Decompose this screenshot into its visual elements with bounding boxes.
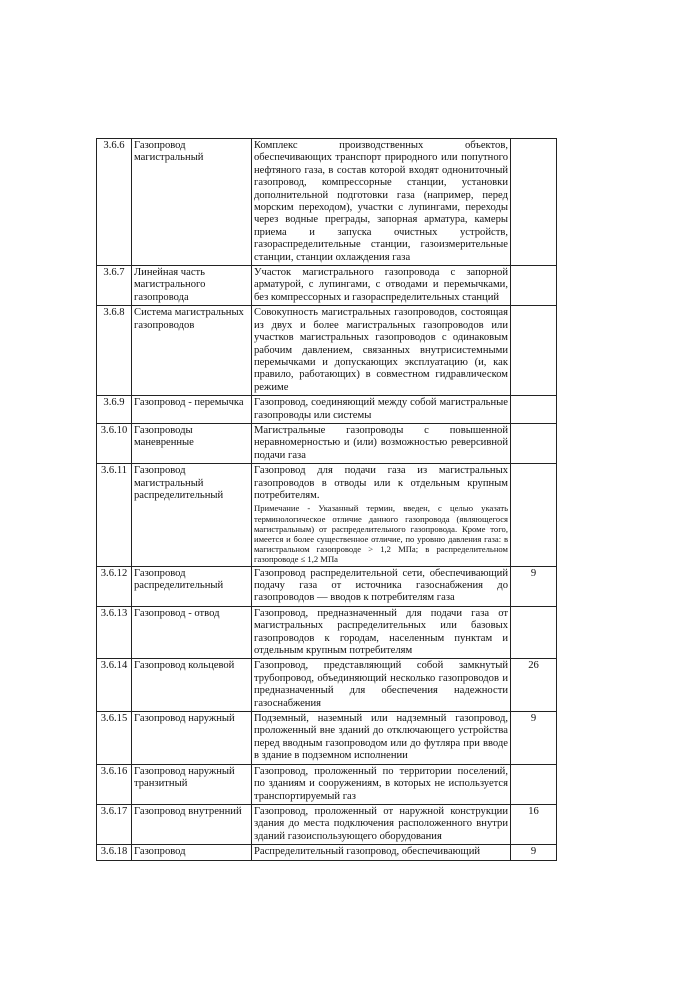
source-reference — [511, 464, 557, 566]
source-reference — [511, 266, 557, 306]
term-definition-cell — [252, 804, 511, 844]
term-number: 3.6.12 — [97, 566, 132, 606]
source-reference — [511, 139, 557, 266]
term-name: Газопроводы маневренные — [132, 423, 252, 463]
term-definition: Газопровод, представляющий собой замкнутый трубопровод, объединяющий несколько газопроводов и предназначенный для обеспечения надежности газоснабжения — [254, 660, 508, 709]
term-definition-cell — [252, 139, 511, 266]
terms-table-body — [97, 139, 557, 861]
term-definition: Газопровод, проложенный от наружной конструкции здания до места подключения расположенного внутри зданий газоиспользующего оборудования — [254, 805, 508, 842]
term-definition-cell — [252, 659, 511, 712]
term-number: 3.6.11 — [97, 464, 132, 566]
table-row — [97, 764, 557, 804]
term-name: Газопровод - отвод — [132, 606, 252, 659]
term-definition: Совокупность магистральных газопроводов, состоящая из двух и более магистральных газопроводов или участков магистральных газопроводов с одинаковым рабочим давлением, связанных внутрисистемными перемычками и допускающих эксплуатацию (и, как правило, работающих) в совместном гидравлическом режиме — [254, 307, 508, 393]
term-number: 3.6.18 — [97, 845, 132, 860]
term-number: 3.6.8 — [97, 306, 132, 396]
source-reference: 9 — [511, 566, 557, 606]
term-definition: Распределительный газопровод, обеспечивающий — [254, 846, 481, 858]
table-row — [97, 804, 557, 844]
term-definition: Газопровод, соединяющий между собой магистральные газопроводы или системы — [254, 397, 508, 421]
term-definition-cell — [252, 464, 511, 566]
term-number: 3.6.15 — [97, 712, 132, 765]
term-number: 3.6.9 — [97, 396, 132, 424]
source-reference — [511, 423, 557, 463]
term-number: 3.6.10 — [97, 423, 132, 463]
term-definition-cell — [252, 712, 511, 765]
table-row — [97, 712, 557, 765]
term-definition: Газопровод для подачи газа из магистральных газопроводов в отводы или к отдельным крупным потребителям. — [254, 465, 508, 501]
term-definition-cell — [252, 764, 511, 804]
term-number: 3.6.14 — [97, 659, 132, 712]
term-definition: Подземный, наземный или надземный газопровод, проложенный вне зданий до отключающего устройства перед вводным газопроводом или до футляра при вводе в здание в подземном исполнении — [254, 713, 508, 762]
term-name: Газопровод распределительный — [132, 566, 252, 606]
source-reference — [511, 306, 557, 396]
source-reference — [511, 764, 557, 804]
table-row — [97, 139, 557, 266]
term-definition: Газопровод распределительной сети, обеспечивающий подачу газа от источника газоснабжения до газопроводов — вводов к потребителям газа — [254, 567, 508, 604]
term-definition: Газопровод, проложенный по территории поселений, по зданиям и сооружениям, в которых не используется транспортируемый газ — [254, 765, 508, 802]
term-name: Система магистральных газопроводов — [132, 306, 252, 396]
term-definition-cell — [252, 845, 511, 860]
table-row — [97, 659, 557, 712]
source-reference: 26 — [511, 659, 557, 712]
table-row — [97, 566, 557, 606]
term-definition: Участок магистрального газопровода с запорной арматурой, с лупингами, с отводами и перемычками, без компрессорных и газораспределительных станций — [254, 267, 508, 303]
source-reference: 9 — [511, 712, 557, 765]
term-note: Примечание - Указанный термин, введен, с целью указать терминологическое отличие данного газопровода (являющегося магистральным) от распределительного газопровода. Кроме того, имеется и более существенное отличие, по уровню давления газа: в магистральном газопроводе > 1,2 МПа; в распределительном газопроводе ≤ 1,2 МПа — [254, 503, 508, 565]
term-definition-cell — [252, 396, 511, 424]
term-definition-cell — [252, 266, 511, 306]
table-row — [97, 396, 557, 424]
term-name: Газопровод — [132, 845, 252, 860]
term-name: Линейная часть магистрального газопровода — [132, 266, 252, 306]
term-name: Газопровод кольцевой — [132, 659, 252, 712]
term-number: 3.6.7 — [97, 266, 132, 306]
table-row — [97, 306, 557, 396]
term-name: Газопровод магистральный — [132, 139, 252, 266]
table-row — [97, 464, 557, 566]
table-row — [97, 845, 557, 860]
table-row — [97, 423, 557, 463]
table-row — [97, 266, 557, 306]
term-name: Газопровод наружный транзитный — [132, 764, 252, 804]
term-definition: Газопровод, предназначенный для подачи газа от магистральных распределительных или базовых газопроводов к городам, населенным пунктам и отдельным крупным потребителям — [254, 607, 508, 657]
terms-table — [96, 138, 557, 861]
table-row — [97, 606, 557, 659]
term-number: 3.6.17 — [97, 804, 132, 844]
term-definition: Комплекс производственных объектов, обеспечивающих транспорт природного или попутного нефтяного газа, в состав которой входят однониточный газопровод, компрессорные станции, установки дополнительной подготовки газа (например, перед морским переходом), участки с лупингами, переходы через водные преграды, запорная арматура, камеры приема и запуска очистных устройств, газораспределительные станции, газоизмерительные станции, станции охлаждения газа — [254, 140, 508, 263]
source-reference: 16 — [511, 804, 557, 844]
term-name: Газопровод внутренний — [132, 804, 252, 844]
term-number: 3.6.13 — [97, 606, 132, 659]
term-definition-cell — [252, 423, 511, 463]
term-definition-cell — [252, 606, 511, 659]
source-reference: 9 — [511, 845, 557, 860]
term-name: Газопровод наружный — [132, 712, 252, 765]
term-definition-cell — [252, 306, 511, 396]
term-definition-cell — [252, 566, 511, 606]
term-definition: Магистральные газопроводы с повышенной неравномерностью и (или) возможностью реверсивной подачи газа — [254, 424, 508, 461]
term-number: 3.6.6 — [97, 139, 132, 266]
source-reference — [511, 396, 557, 424]
term-name: Газопровод магистральный распределительный — [132, 464, 252, 566]
term-name: Газопровод - перемычка — [132, 396, 252, 424]
term-number: 3.6.16 — [97, 764, 132, 804]
source-reference — [511, 606, 557, 659]
